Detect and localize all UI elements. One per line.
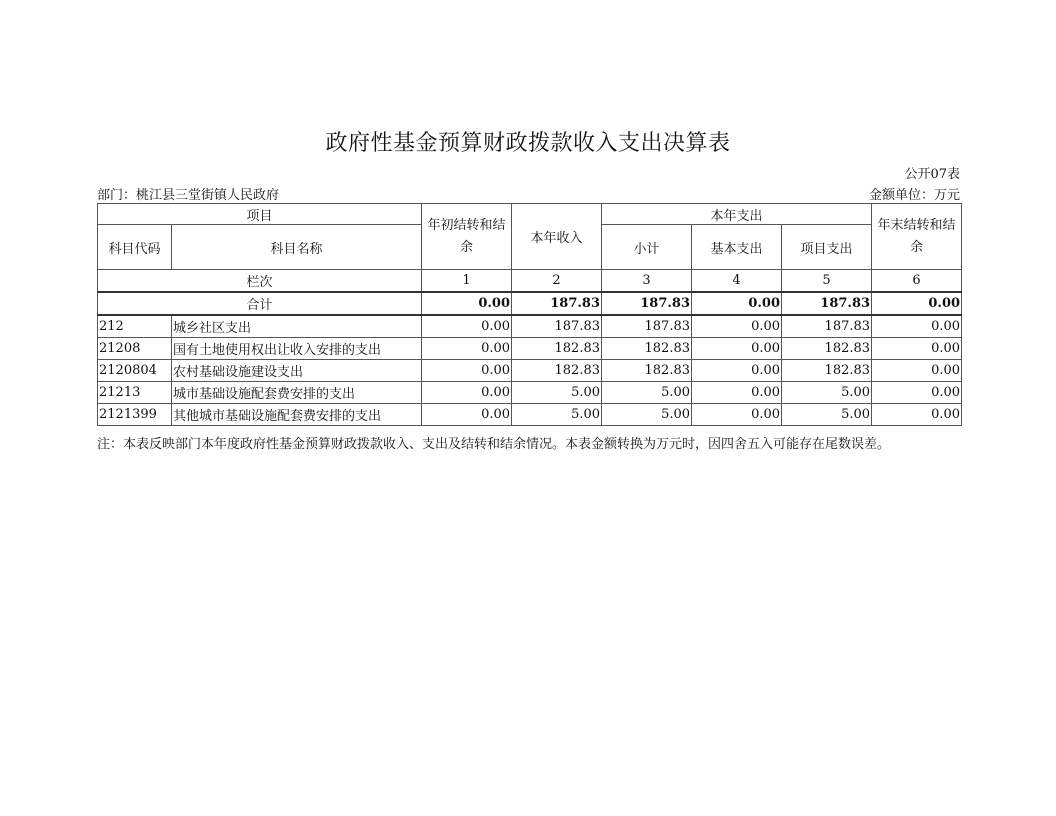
header-item: 项目: [98, 204, 422, 225]
table-row: [98, 382, 962, 404]
row-code: 21208: [98, 338, 172, 360]
row-closing: 0.00: [872, 315, 962, 338]
row-closing: 0.00: [872, 382, 962, 404]
row-opening: 0.00: [422, 382, 512, 404]
row-code: 21213: [98, 382, 172, 404]
col-no-6: 6: [872, 270, 962, 293]
row-code: 212: [98, 315, 172, 338]
row-code: 2120804: [98, 360, 172, 382]
header-opening-balance: 年初结转和结余: [422, 204, 512, 270]
row-closing: 0.00: [872, 338, 962, 360]
header-basic: 基本支出: [692, 225, 782, 270]
total-label: 合计: [98, 292, 422, 315]
header-expenditure: 本年支出: [602, 204, 872, 225]
row-name: 国有土地使用权出让收入安排的支出: [172, 338, 422, 360]
col-no-4: 4: [692, 270, 782, 293]
report-title: 政府性基金预算财政拨款收入支出决算表: [325, 131, 731, 156]
total-project: 187.83: [782, 292, 872, 315]
header-row-1: [98, 204, 962, 225]
budget-table: [97, 203, 962, 426]
row-subtotal: 182.83: [602, 338, 692, 360]
row-income: 5.00: [512, 382, 602, 404]
row-closing: 0.00: [872, 360, 962, 382]
row-income: 182.83: [512, 338, 602, 360]
table-row: [98, 315, 962, 338]
header-project: 项目支出: [782, 225, 872, 270]
header-income: 本年收入: [512, 204, 602, 270]
row-subtotal: 5.00: [602, 382, 692, 404]
row-basic: 0.00: [692, 382, 782, 404]
row-opening: 0.00: [422, 360, 512, 382]
col-no-1: 1: [422, 270, 512, 293]
header-name: 科目名称: [172, 225, 422, 270]
row-opening: 0.00: [422, 404, 512, 426]
row-project: 5.00: [782, 404, 872, 426]
table-row: [98, 404, 962, 426]
table-row: [98, 338, 962, 360]
total-basic: 0.00: [692, 292, 782, 315]
row-subtotal: 5.00: [602, 404, 692, 426]
row-project: 182.83: [782, 338, 872, 360]
row-income: 187.83: [512, 315, 602, 338]
row-opening: 0.00: [422, 315, 512, 338]
col-no-5: 5: [782, 270, 872, 293]
total-subtotal: 187.83: [602, 292, 692, 315]
row-code: 2121399: [98, 404, 172, 426]
total-row: [98, 292, 962, 315]
row-income: 5.00: [512, 404, 602, 426]
row-basic: 0.00: [692, 404, 782, 426]
header-closing-balance: 年末结转和结余: [872, 204, 962, 270]
row-basic: 0.00: [692, 360, 782, 382]
row-subtotal: 187.83: [602, 315, 692, 338]
header-code: 科目代码: [98, 225, 172, 270]
row-project: 5.00: [782, 382, 872, 404]
total-income: 187.83: [512, 292, 602, 315]
department-label: 部门：桃江县三堂街镇人民政府: [97, 188, 280, 203]
form-number: 公开07表: [904, 167, 960, 182]
column-number-row: [98, 270, 962, 293]
row-basic: 0.00: [692, 315, 782, 338]
total-closing: 0.00: [872, 292, 962, 315]
col-no-3: 3: [602, 270, 692, 293]
row-income: 182.83: [512, 360, 602, 382]
unit-label: 金额单位：万元: [868, 188, 960, 203]
table-note: 注：本表反映部门本年度政府性基金预算财政拨款收入、支出及结转和结余情况。本表金额转换为万元时，因四舍五入可能存在尾数误差。: [97, 437, 891, 452]
row-closing: 0.00: [872, 404, 962, 426]
column-number-label: 栏次: [98, 270, 422, 293]
row-project: 187.83: [782, 315, 872, 338]
row-name: 农村基础设施建设支出: [172, 360, 422, 382]
table-row: [98, 360, 962, 382]
header-subtotal: 小计: [602, 225, 692, 270]
row-name: 城市基础设施配套费安排的支出: [172, 382, 422, 404]
row-name: 城乡社区支出: [172, 315, 422, 338]
col-no-2: 2: [512, 270, 602, 293]
row-name: 其他城市基础设施配套费安排的支出: [172, 404, 422, 426]
row-basic: 0.00: [692, 338, 782, 360]
row-subtotal: 182.83: [602, 360, 692, 382]
row-project: 182.83: [782, 360, 872, 382]
total-opening: 0.00: [422, 292, 512, 315]
row-opening: 0.00: [422, 338, 512, 360]
